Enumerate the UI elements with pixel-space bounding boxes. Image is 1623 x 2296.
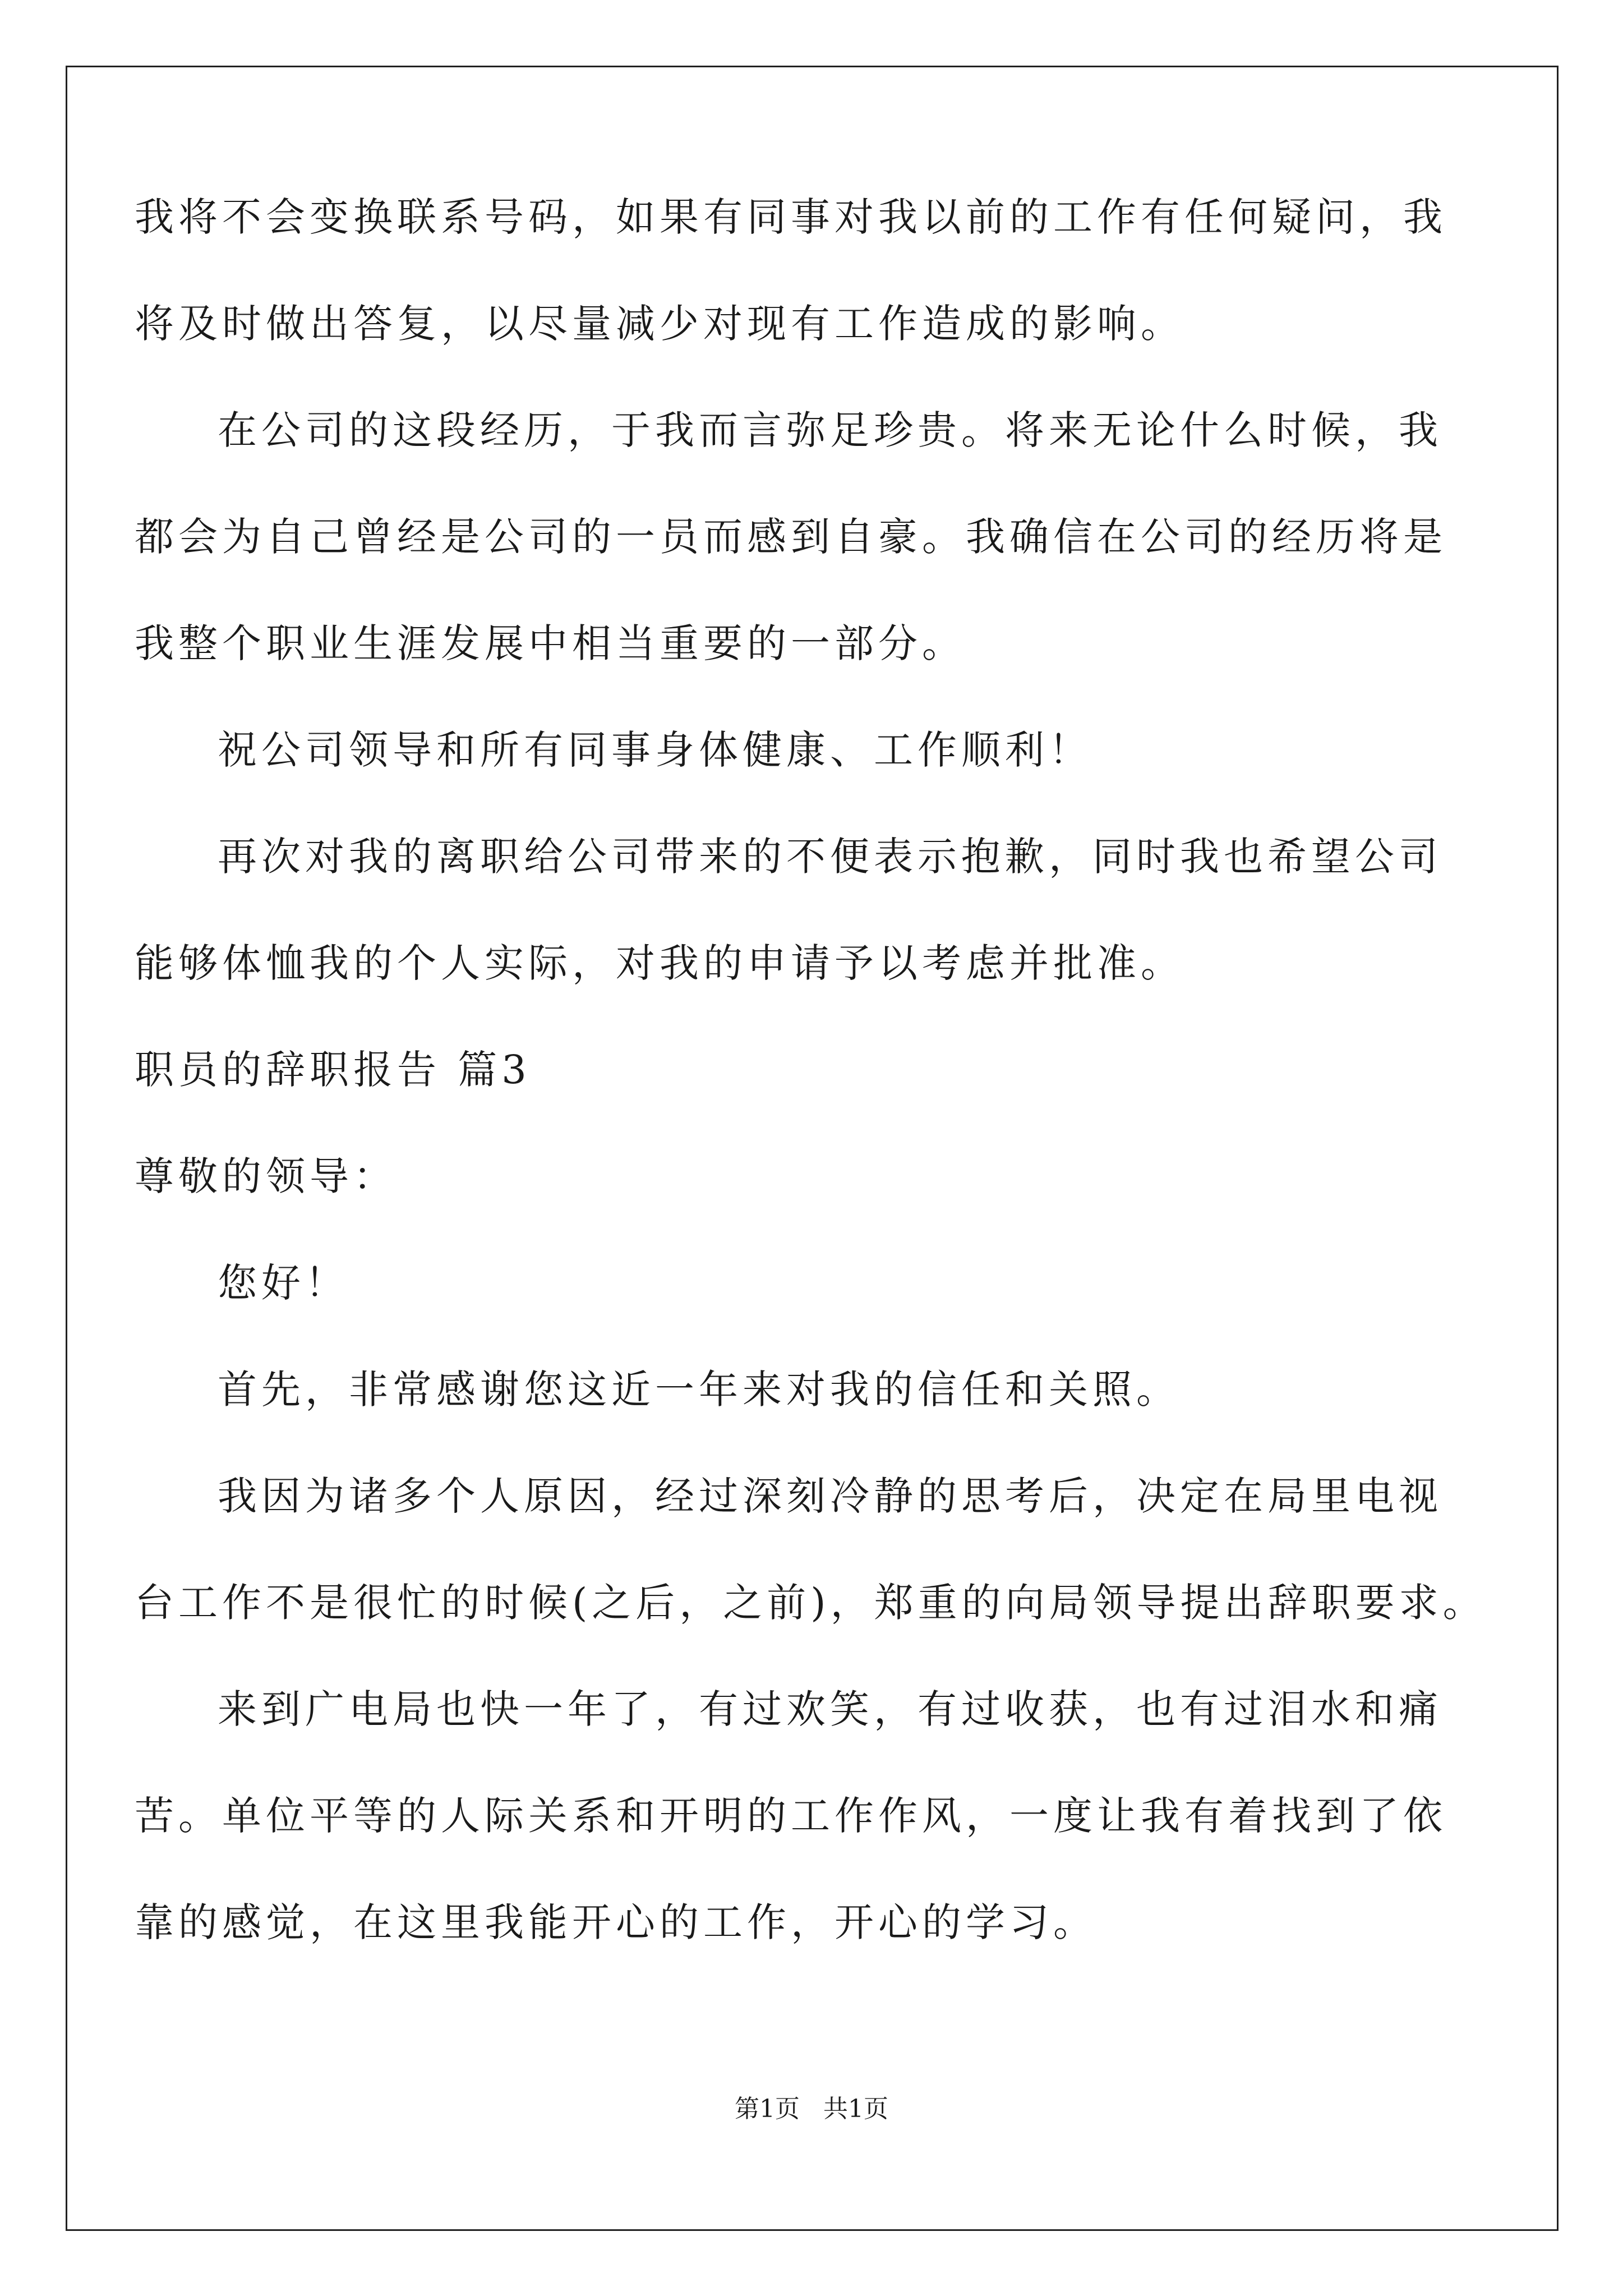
page-total: 共1页 bbox=[823, 2095, 888, 2123]
paragraph-line: 苦。单位平等的人际关系和开明的工作作风，一度让我有着找到了依 bbox=[135, 1793, 1447, 1839]
paragraph-line: 再次对我的离职给公司带来的不便表示抱歉，同时我也希望公司 bbox=[218, 834, 1442, 880]
paragraph-line: 我因为诸多个人原因，经过深刻冷静的思考后，决定在局里电视 bbox=[218, 1473, 1442, 1519]
paragraph-line: 首先，非常感谢您这近一年来对我的信任和关照。 bbox=[218, 1366, 1180, 1412]
paragraph-line: 能够体恤我的个人实际，对我的申请予以考虑并批准。 bbox=[135, 940, 1184, 986]
paragraph-line: 来到广电局也快一年了，有过欢笑，有过收获，也有过泪水和痛 bbox=[218, 1686, 1442, 1732]
paragraph-line: 靠的感觉，在这里我能开心的工作，开心的学习。 bbox=[135, 1899, 1097, 1945]
paragraph-line: 在公司的这段经历，于我而言弥足珍贵。将来无论什么时候，我 bbox=[218, 407, 1442, 453]
section-heading: 职员的辞职报告 篇3 bbox=[135, 1047, 531, 1093]
paragraph-line: 都会为自己曾经是公司的一员而感到自豪。我确信在公司的经历将是 bbox=[135, 514, 1447, 560]
page-footer bbox=[0, 2092, 1623, 2126]
paragraph-line: 将及时做出答复，以尽量减少对现有工作造成的影响。 bbox=[135, 301, 1184, 347]
greeting: 您好！ bbox=[218, 1260, 349, 1306]
paragraph-line: 台工作不是很忙的时候(之后，之前)，郑重的向局领导提出辞职要求。 bbox=[135, 1580, 1487, 1626]
page-number: 第1页 bbox=[735, 2095, 800, 2123]
paragraph-line: 我将不会变换联系号码，如果有同事对我以前的工作有任何疑问，我 bbox=[135, 194, 1447, 240]
document-body bbox=[135, 191, 1487, 2003]
salutation: 尊敬的领导： bbox=[135, 1153, 397, 1199]
paragraph-line: 祝公司领导和所有同事身体健康、工作顺利！ bbox=[218, 727, 1092, 773]
paragraph-line: 我整个职业生涯发展中相当重要的一部分。 bbox=[135, 620, 966, 666]
